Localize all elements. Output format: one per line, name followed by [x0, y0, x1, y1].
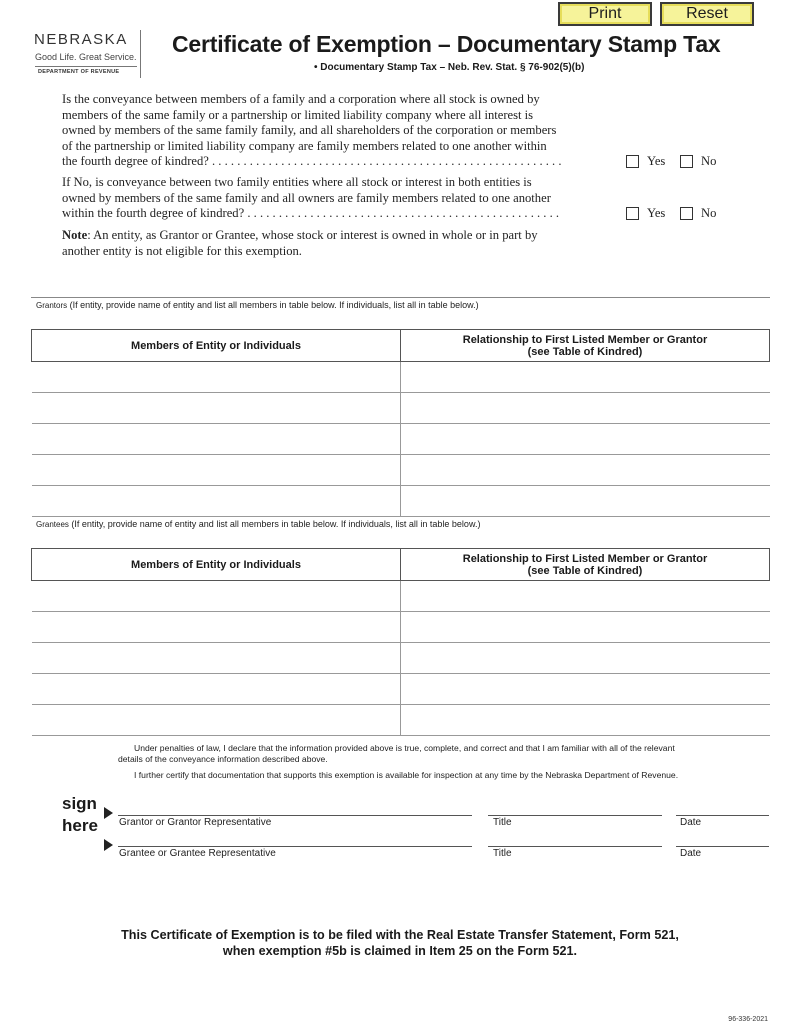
grantors-table [31, 329, 770, 517]
grantee-signature-label: Grantee or Grantee Representative [119, 848, 276, 859]
q2-no-checkbox[interactable] [680, 207, 693, 220]
table-row [32, 393, 770, 424]
q1-no-label: No [701, 154, 717, 168]
logo-divider [35, 66, 137, 67]
question-1-line: the fourth degree of kindred? . . . . . . . . . . . . . . . . . . . . . . . . . . . . . . . . . . . . . . . . . . . . . . . . . . . . . . . . [62, 154, 562, 169]
grantee-title-line[interactable] [488, 846, 662, 847]
grantees-col-relationship-line2: (see Table of Kindred) [527, 564, 643, 577]
declaration-text [118, 743, 738, 754]
question-2-line: within the fourth degree of kindred? . . . . . . . . . . . . . . . . . . . . . . . . . . . . . . . . . . . . . . . . . . . . . . . . . . [62, 206, 560, 221]
grantee-relationship-input[interactable] [401, 674, 770, 705]
grantors-divider [31, 297, 770, 298]
q2-yes-checkbox[interactable] [626, 207, 639, 220]
grantor-relationship-input[interactable] [401, 486, 770, 517]
declaration-line1: Under penalties of law, I declare that the information provided above is true, complete, and correct and that I am familiar with all of the relevant [134, 743, 675, 753]
table-row [32, 455, 770, 486]
question-2-line: If No, is conveyance between two family entities where all stock or interest in both entities is [62, 175, 532, 189]
arrow-right-icon [104, 839, 113, 851]
table-row [32, 581, 770, 612]
grantee-relationship-input[interactable] [401, 581, 770, 612]
table-row [32, 643, 770, 674]
question-2-line: owned by members of the same family and all owners are family members related to one another [62, 190, 551, 205]
page-title: Certificate of Exemption – Documentary Stamp Tax [172, 31, 721, 57]
grantor-title-line[interactable] [488, 815, 662, 816]
table-row [32, 705, 770, 736]
grantees-table [31, 548, 770, 736]
grantee-title-label: Title [493, 848, 512, 859]
grantors-lead: Grantors [36, 301, 68, 310]
grantor-signature-label: Grantor or Grantor Representative [119, 817, 272, 828]
grantor-date-label: Date [680, 817, 702, 828]
grantor-member-input[interactable] [32, 393, 401, 424]
grantor-relationship-input[interactable] [401, 393, 770, 424]
filing-instruction [0, 927, 800, 959]
question-1-line: of the partnership or limited liability company are family members related to one another within [62, 138, 547, 153]
grantor-relationship-input[interactable] [401, 424, 770, 455]
declaration-line2: details of the conveyance information described above. [118, 754, 328, 764]
note-label: Note [62, 228, 88, 242]
grantor-member-input[interactable] [32, 455, 401, 486]
sign-here-label [62, 793, 98, 837]
grantor-member-input[interactable] [32, 424, 401, 455]
grantee-signature-line[interactable] [118, 846, 472, 847]
grantors-label [36, 300, 479, 310]
grantor-date-line[interactable] [676, 815, 769, 816]
grantor-relationship-input[interactable] [401, 362, 770, 393]
q2-no-label: No [701, 206, 717, 220]
question-1-line: members of the same family or a partnership or limited liability company where all interest is [62, 107, 534, 122]
q1-no-checkbox[interactable] [680, 155, 693, 168]
question-1-line: Is the conveyance between members of a family and a corporation where all stock is owned by [62, 92, 540, 106]
grantees-label [36, 519, 480, 529]
grantor-signature-line[interactable] [118, 815, 472, 816]
grantees-col-relationship [401, 549, 770, 581]
form-number: 96-336-2021 [728, 1016, 768, 1023]
grantee-member-input[interactable] [32, 674, 401, 705]
table-row [32, 362, 770, 393]
reset-button[interactable]: Reset [660, 2, 754, 26]
question-1-line: owned by members of the same family family, and all shareholders of the corporation or members [62, 123, 557, 138]
grantors-instruction: (If entity, provide name of entity and list all members in table below. If individuals, list all in table below.) [67, 300, 479, 310]
certification-text: I further certify that documentation that supports this exemption is available for inspection at any time by the Nebraska Department of Revenue. [134, 770, 679, 780]
grantor-member-input[interactable] [32, 486, 401, 517]
grantee-member-input[interactable] [32, 705, 401, 736]
grantees-col-members: Members of Entity or Individuals [32, 549, 401, 581]
grantee-member-input[interactable] [32, 643, 401, 674]
print-button[interactable]: Print [558, 2, 652, 26]
grantee-relationship-input[interactable] [401, 705, 770, 736]
grantees-col-relationship-line1: Relationship to First Listed Member or Grantor [462, 552, 708, 565]
filing-instruction-line1: This Certificate of Exemption is to be filed with the Real Estate Transfer Statement, Form 521, [121, 928, 679, 942]
grantors-col-members: Members of Entity or Individuals [32, 330, 401, 362]
note-text: : An entity, as Grantor or Grantee, whose stock or interest is owned in whole or in part by [87, 228, 538, 242]
table-row [32, 486, 770, 517]
grantor-title-label: Title [493, 817, 512, 828]
grantee-date-line[interactable] [676, 846, 769, 847]
grantee-member-input[interactable] [32, 612, 401, 643]
grantors-col-relationship-line2: (see Table of Kindred) [527, 345, 643, 358]
question-2 [62, 175, 618, 222]
table-row [32, 424, 770, 455]
grantee-relationship-input[interactable] [401, 643, 770, 674]
header-divider [140, 30, 141, 78]
q1-yes-checkbox[interactable] [626, 155, 639, 168]
grantors-col-relationship [401, 330, 770, 362]
sign-word: sign [62, 794, 97, 813]
note [62, 228, 622, 259]
grantee-relationship-input[interactable] [401, 612, 770, 643]
q2-yes-label: Yes [647, 206, 666, 220]
logo-wordmark: NEBRASKA [34, 31, 128, 48]
grantee-date-label: Date [680, 848, 702, 859]
logo-tagline: Good Life. Great Service. [35, 52, 137, 62]
q1-yes-label: Yes [647, 154, 666, 168]
grantee-member-input[interactable] [32, 581, 401, 612]
table-row [32, 674, 770, 705]
grantor-member-input[interactable] [32, 362, 401, 393]
filing-instruction-line2: when exemption #5b is claimed in Item 25 on the Form 521. [222, 944, 578, 958]
here-word: here [62, 816, 98, 835]
grantees-instruction: (If entity, provide name of entity and list all members in table below. If individuals, list all in table below.) [68, 519, 481, 529]
grantors-col-relationship-line1: Relationship to First Listed Member or Grantor [462, 333, 708, 346]
note-text-2: another entity is not eligible for this exemption. [62, 243, 302, 258]
arrow-right-icon [104, 807, 113, 819]
grantor-relationship-input[interactable] [401, 455, 770, 486]
page-subtitle: • Documentary Stamp Tax – Neb. Rev. Stat. § 76-902(5)(b) [314, 62, 585, 73]
logo-department: DEPARTMENT OF REVENUE [38, 69, 120, 75]
question-1 [62, 92, 618, 170]
table-row [32, 612, 770, 643]
grantees-lead: Grantees [36, 520, 69, 529]
